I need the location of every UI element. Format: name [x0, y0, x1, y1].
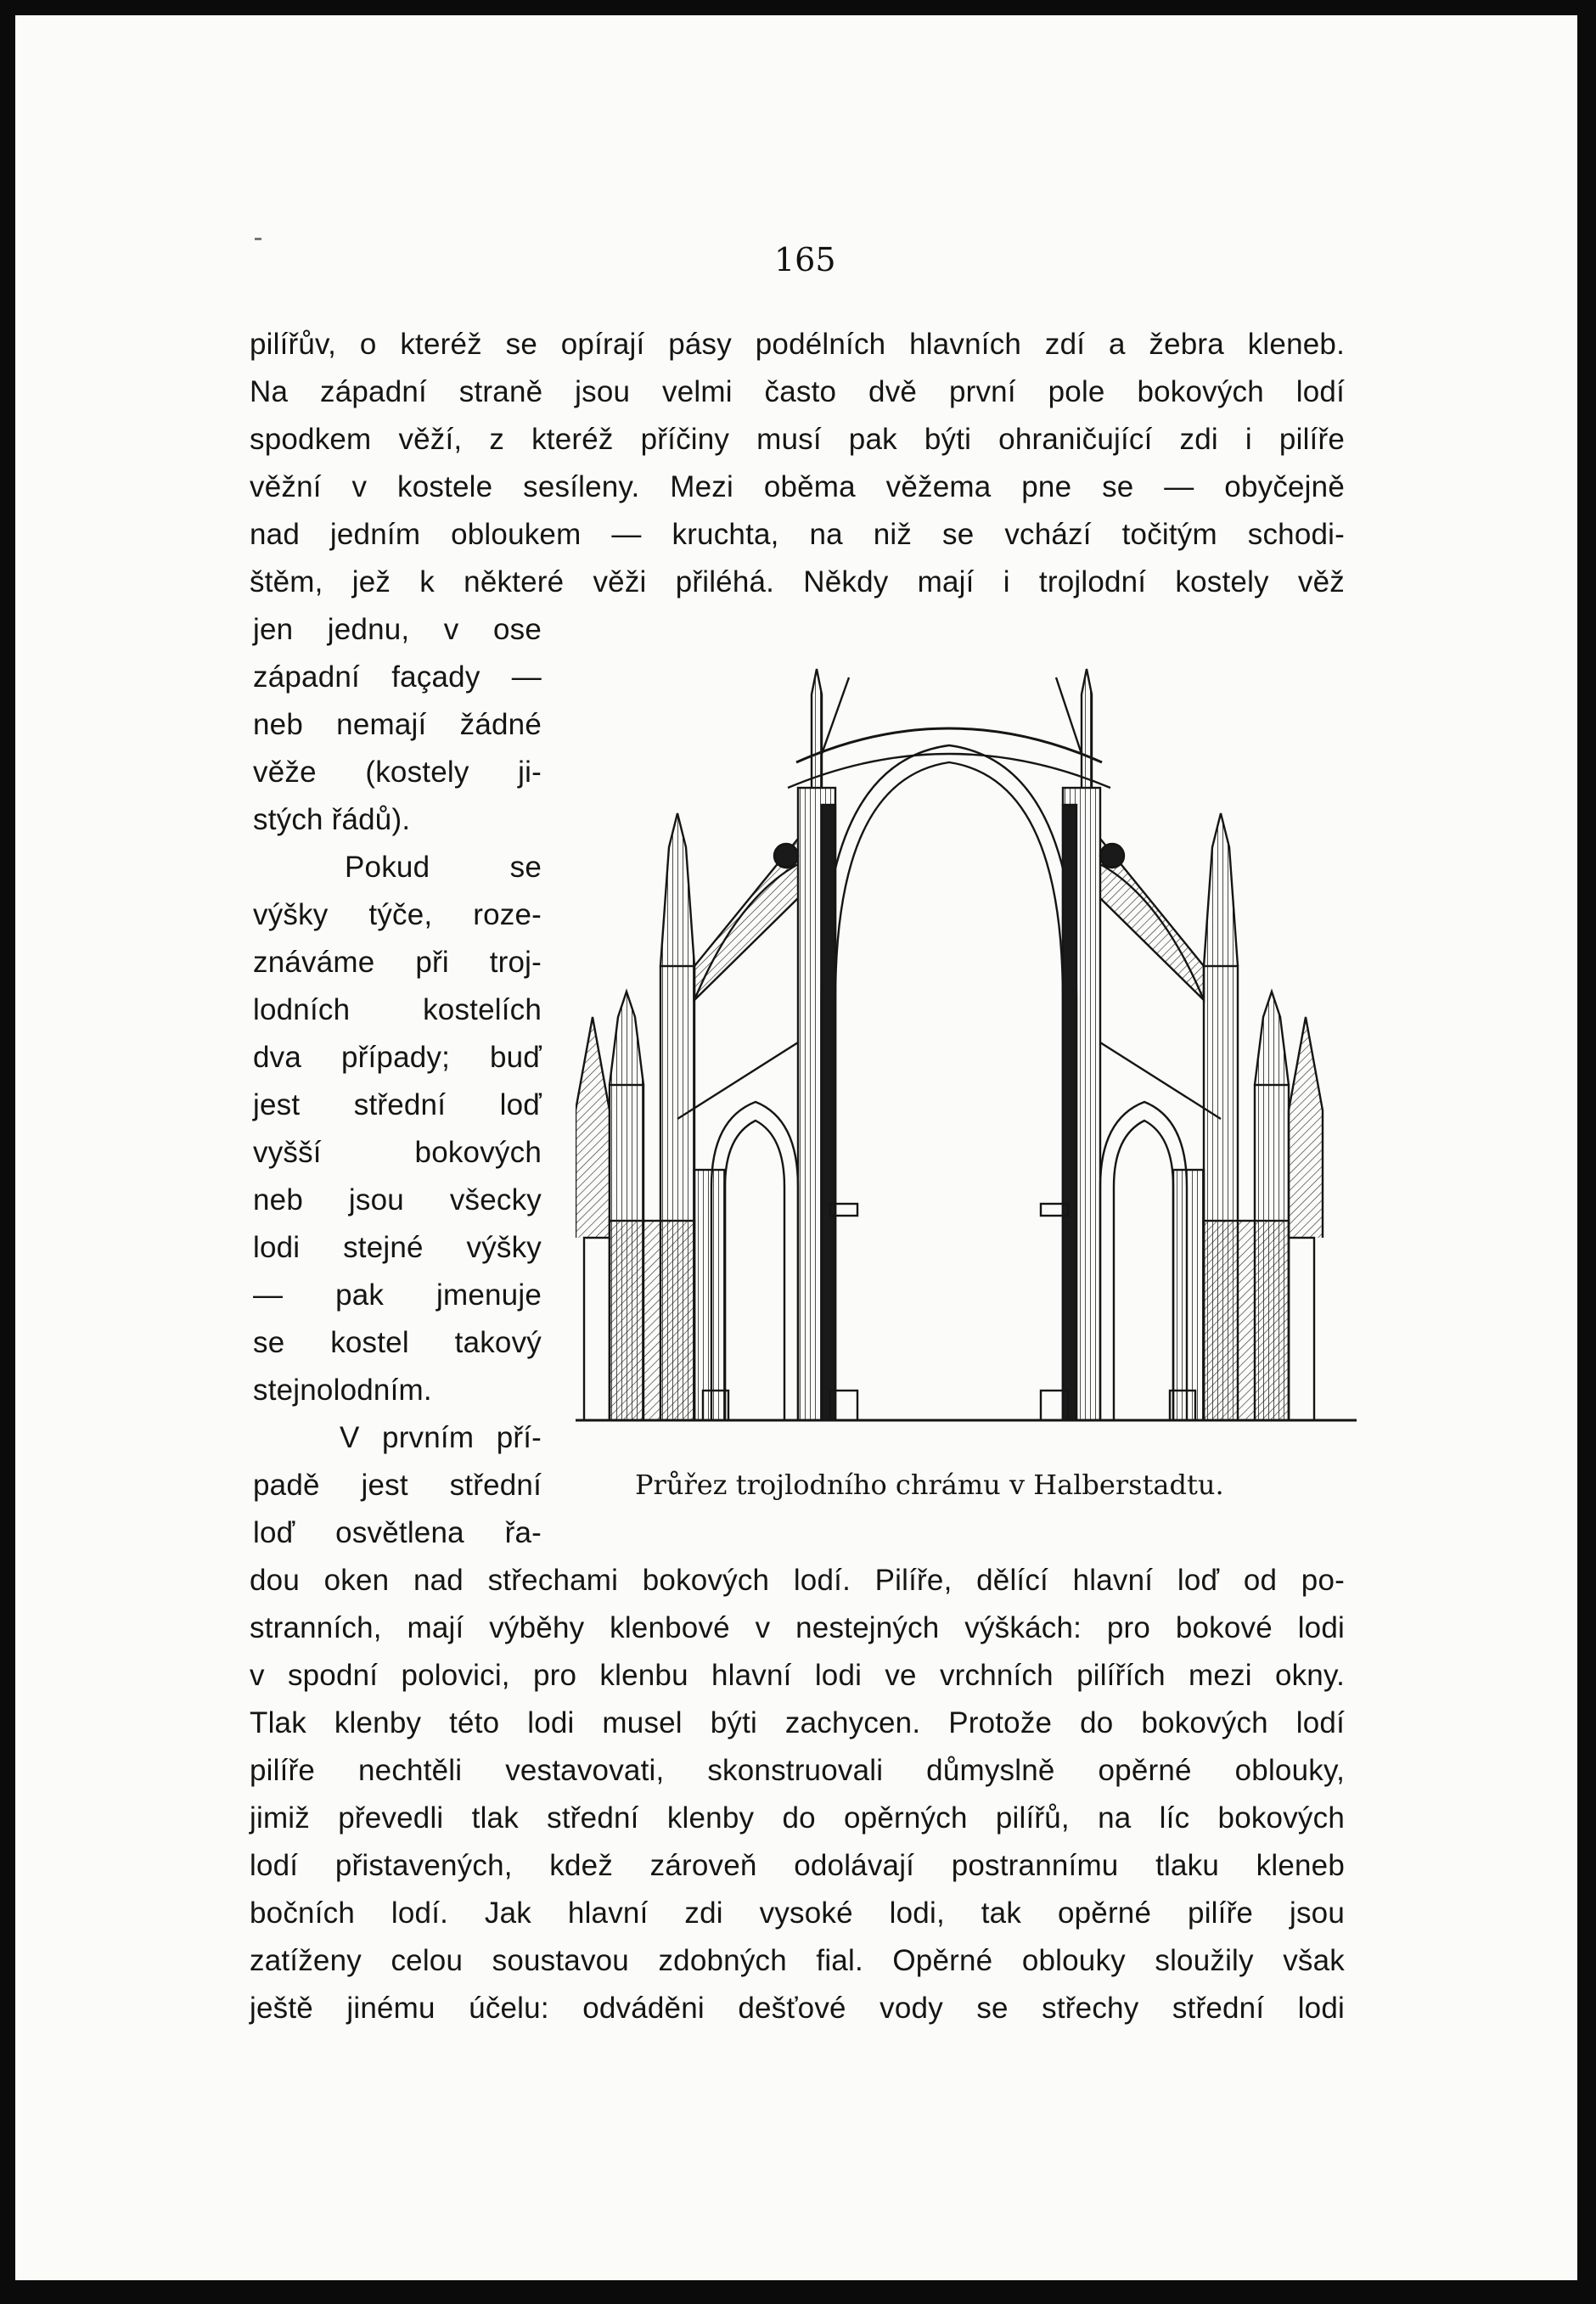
figure-caption: Průřez trojlodního chrámu v Halberstadtu. — [635, 1469, 1224, 1501]
text-line: se kostel takový — [253, 1326, 542, 1359]
text-line: stranních, mají výběhy klenbové v nestejných výškách: pro bokové lodi — [250, 1611, 1345, 1644]
text-line: západní façady — — [253, 660, 542, 694]
text-line: neb nemají žádné — [253, 708, 542, 741]
text-line: bočních lodí. Jak hlavní zdi vysoké lodi, tak opěrné pilíře jsou — [250, 1897, 1345, 1930]
text-line: ještě jinému účelu: odváděni dešťové vody se střechy střední lodi — [250, 1992, 1345, 2025]
text-line: Na západní straně jsou velmi často dvě první pole bokových lodí — [250, 375, 1345, 408]
text-line: stejnolodním. — [253, 1374, 432, 1407]
text-line: vyšší bokových — [253, 1136, 542, 1169]
text-line: spodkem věží, z kteréž příčiny musí pak býti ohraničující zdi i pilíře — [250, 423, 1345, 456]
text-line: padě jest střední — [253, 1469, 542, 1502]
text-line: — pak jmenuje — [253, 1278, 542, 1312]
text-line: jen jednu, v ose — [253, 613, 542, 646]
text-line: Pokud se — [345, 851, 542, 884]
text-line: jest střední loď — [253, 1088, 542, 1121]
text-line: zatíženy celou soustavou zdobných fial. Opěrné oblouky sloužily však — [250, 1944, 1345, 1977]
text-line: lodních kostelích — [253, 993, 542, 1026]
text-line: výšky týče, roze- — [253, 898, 542, 931]
page-number: 165 — [774, 241, 836, 278]
text-line: dva případy; buď — [253, 1041, 542, 1074]
text-line: Tlak klenby této lodi musel býti zachycen. Protože do bokových lodí — [250, 1706, 1345, 1739]
text-line: stých řádů). — [253, 803, 411, 836]
text-line: nad jedním obloukem — kruchta, na niž se vchází točitým schodi- — [250, 518, 1345, 551]
text-line: v spodní polovici, pro klenbu hlavní lodi ve vrchních pilířích mezi okny. — [250, 1659, 1345, 1692]
text-line: V prvním pří- — [340, 1421, 542, 1454]
book-page — [15, 15, 1577, 2280]
page-mark — [255, 238, 261, 240]
text-line: jimiž převedli tlak střední klenby do opěrných pilířů, na líc bokových — [250, 1801, 1345, 1835]
text-line: lodí přistavených, kdež zároveň odolávají postrannímu tlaku kleneb — [250, 1849, 1345, 1882]
text-line: loď osvětlena řa- — [253, 1516, 542, 1549]
text-line: pilířův, o kteréž se opírají pásy podélních hlavních zdí a žebra kleneb. — [250, 328, 1345, 361]
text-line: znáváme při troj- — [253, 946, 542, 979]
text-line: lodi stejné výšky — [253, 1231, 542, 1264]
text-line: pilíře nechtěli vestavovati, skonstruovali důmyslně opěrné oblouky, — [250, 1754, 1345, 1787]
text-line: neb jsou všecky — [253, 1183, 542, 1217]
text-line: věžní v kostele sesíleny. Mezi oběma věžema pne se — obyčejně — [250, 470, 1345, 503]
text-line: dou oken nad střechami bokových lodí. Pilíře, dělící hlavní loď od po- — [250, 1564, 1345, 1597]
cathedral-cross-section-figure — [576, 643, 1357, 1425]
text-line: štěm, jež k některé věži přiléhá. Někdy mají i trojlodní kostely věž — [250, 565, 1345, 598]
text-line: věže (kostely ji- — [253, 756, 542, 789]
